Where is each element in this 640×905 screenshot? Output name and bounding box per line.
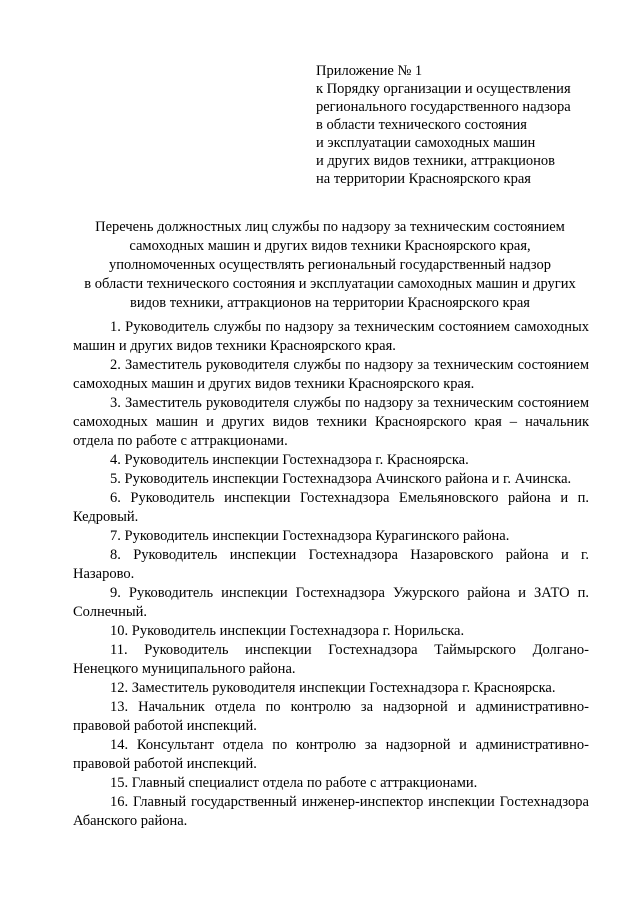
list-item: 11. Руководитель инспекции Гостехнадзора Таймырского Долгано-Ненецкого муниципального района. bbox=[73, 642, 589, 677]
list-item: 15. Главный специалист отдела по работе с аттракционами. bbox=[110, 775, 478, 791]
list-item: 2. Заместитель руководителя службы по надзору за техническим состоянием самоходных машин и других видов техники Красноярского края. bbox=[73, 357, 589, 392]
list-item: 6. Руководитель инспекции Гостехнадзора Емельяновского района и п. Кедровый. bbox=[73, 490, 589, 525]
document-title bbox=[60, 218, 600, 313]
list-item: 12. Заместитель руководителя инспекции Гостехнадзора г. Красноярска. bbox=[110, 680, 556, 696]
appendix-line: и эксплуатации самоходных машин bbox=[316, 135, 536, 151]
title-line: видов техники, аттракционов на территории Красноярского края bbox=[130, 295, 530, 311]
title-line: в области технического состояния и эксплуатации самоходных машин и других bbox=[84, 276, 576, 292]
appendix-line: на территории Красноярского края bbox=[316, 171, 531, 187]
appendix-line: регионального государственного надзора bbox=[316, 99, 571, 115]
appendix-header bbox=[316, 62, 616, 188]
appendix-line: Приложение № 1 bbox=[316, 63, 423, 79]
list-item: 10. Руководитель инспекции Гостехнадзора г. Норильска. bbox=[110, 623, 465, 639]
title-line: Перечень должностных лиц службы по надзору за техническим состоянием bbox=[95, 219, 565, 235]
list-item: 9. Руководитель инспекции Гостехнадзора Ужурского района и ЗАТО п. Солнечный. bbox=[73, 585, 589, 620]
appendix-line: в области технического состояния bbox=[316, 117, 527, 133]
title-line: самоходных машин и других видов техники Красноярского края, bbox=[129, 238, 531, 254]
list-item: 5. Руководитель инспекции Гостехнадзора Ачинского района и г. Ачинска. bbox=[110, 471, 572, 487]
title-line: уполномоченных осуществлять региональный государственный надзор bbox=[109, 257, 551, 273]
appendix-line: и других видов техники, аттракционов bbox=[316, 153, 556, 169]
list-item: 16. Главный государственный инженер-инспектор инспекции Гостехнадзора Абанского района. bbox=[73, 794, 589, 829]
list-item: 3. Заместитель руководителя службы по надзору за техническим состоянием самоходных машин и других видов техники Красноярского края – начальник отдела по работе с аттракционами. bbox=[73, 395, 589, 449]
list-item: 4. Руководитель инспекции Гостехнадзора г. Красноярска. bbox=[110, 452, 469, 468]
list-item: 8. Руководитель инспекции Гостехнадзора Назаровского района и г. Назарово. bbox=[73, 547, 589, 582]
officials-list bbox=[73, 318, 589, 831]
list-item: 13. Начальник отдела по контролю за надзорной и административно-правовой работой инспекций. bbox=[73, 699, 589, 734]
list-item: 14. Консультант отдела по контролю за надзорной и административно-правовой работой инспекций. bbox=[73, 737, 589, 772]
appendix-line: к Порядку организации и осуществления bbox=[316, 81, 571, 97]
list-item: 1. Руководитель службы по надзору за техническим состоянием самоходных машин и других видов техники Красноярского края. bbox=[73, 319, 589, 354]
list-item: 7. Руководитель инспекции Гостехнадзора Курагинского района. bbox=[110, 528, 510, 544]
